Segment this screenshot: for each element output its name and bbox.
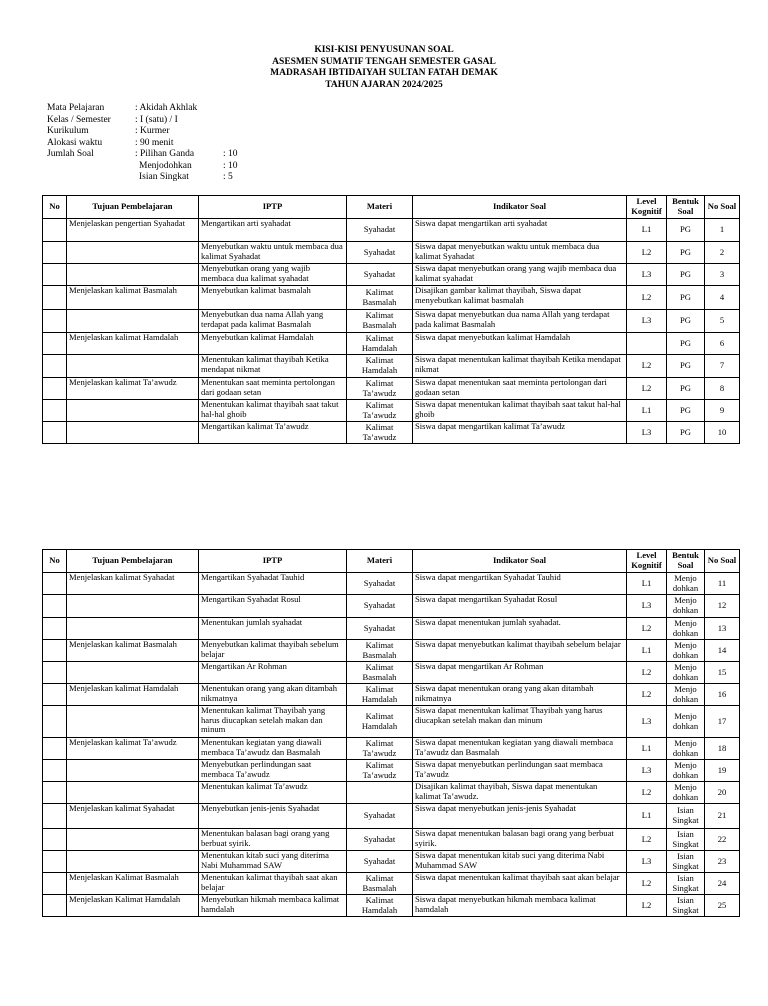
nosoal-cell: 9 — [705, 400, 740, 422]
level-cell: L2 — [627, 782, 667, 804]
bentuk-cell: PG — [667, 400, 705, 422]
bentuk-cell: Menjo dohkan — [667, 640, 705, 662]
nosoal-cell: 6 — [705, 333, 740, 355]
indikator-cell: Siswa dapat menentukan orang yang akan ditambah nikmatnya — [413, 684, 627, 706]
no-cell — [43, 355, 67, 378]
tujuan-cell: Menjelaskan pengertian Syahadat — [67, 219, 199, 242]
iptp-cell: Mengartikan Ar Rohman — [199, 662, 347, 684]
table-row — [43, 400, 740, 422]
tujuan-cell: Menjelaskan kalimat Ta’awudz — [67, 378, 199, 400]
tujuan-cell — [67, 355, 199, 378]
no-cell — [43, 286, 67, 310]
info-jumlah-mj: Menjodohkan : 10 — [139, 160, 238, 171]
indikator-cell: Siswa dapat menyebutkan dua nama Allah yang terdapat pada kalimat Basmalah — [413, 310, 627, 333]
tujuan-cell: Menjelaskan Kalimat Basmalah — [67, 873, 199, 895]
no-cell — [43, 595, 67, 618]
iptp-cell: Menyebutkan hikmah membaca kalimat hamdalah — [199, 895, 347, 917]
indikator-cell: Siswa dapat mengartikan arti syahadat — [413, 219, 627, 242]
materi-cell: Kalimat Basmalah — [347, 662, 413, 684]
col-nosoal: No Soal — [705, 550, 740, 573]
materi-cell: Syahadat — [347, 264, 413, 286]
table-row — [43, 286, 740, 310]
materi-cell: Kalimat Basmalah — [347, 286, 413, 310]
level-cell — [627, 333, 667, 355]
level-cell: L3 — [627, 595, 667, 618]
materi-cell: Kalimat Hamdalah — [347, 333, 413, 355]
no-cell — [43, 618, 67, 640]
tujuan-cell — [67, 400, 199, 422]
indikator-cell: Siswa dapat mengartikan Syahadat Tauhid — [413, 573, 627, 595]
level-cell: L3 — [627, 264, 667, 286]
kisi-table-pg — [42, 195, 740, 444]
materi-cell: Syahadat — [347, 219, 413, 242]
nosoal-cell: 21 — [705, 804, 740, 829]
iptp-cell: Menentukan saat meminta pertolongan dari godaan setan — [199, 378, 347, 400]
nosoal-cell: 10 — [705, 422, 740, 444]
table-row — [43, 264, 740, 286]
no-cell — [43, 640, 67, 662]
indikator-cell: Siswa dapat menyebutkan perlindungan saat membaca Ta’awudz — [413, 760, 627, 782]
table-row — [43, 873, 740, 895]
level-cell: L3 — [627, 851, 667, 873]
table-row — [43, 895, 740, 917]
no-cell — [43, 782, 67, 804]
materi-cell: Syahadat — [347, 829, 413, 851]
tujuan-cell — [67, 422, 199, 444]
indikator-cell: Disajikan kalimat thayibah, Siswa dapat menentukan kalimat Ta’awudz. — [413, 782, 627, 804]
materi-cell: Syahadat — [347, 804, 413, 829]
nosoal-cell: 14 — [705, 640, 740, 662]
col-bentuk: Bentuk Soal — [667, 550, 705, 573]
no-cell — [43, 873, 67, 895]
bentuk-cell: Isian Singkat — [667, 895, 705, 917]
nosoal-cell: 20 — [705, 782, 740, 804]
no-cell — [43, 400, 67, 422]
col-indikator: Indikator Soal — [413, 196, 627, 219]
nosoal-cell: 3 — [705, 264, 740, 286]
col-nosoal: No Soal — [705, 196, 740, 219]
info-jumlah-is: Isian Singkat : 5 — [139, 172, 233, 182]
bentuk-cell: Isian Singkat — [667, 829, 705, 851]
no-cell — [43, 760, 67, 782]
bentuk-cell: Menjo dohkan — [667, 595, 705, 618]
iptp-cell: Menentukan kalimat Ta’awudz — [199, 782, 347, 804]
table-header-row — [43, 196, 740, 219]
iptp-cell: Menyebutkan kalimat thayibah sebelum belajar — [199, 640, 347, 662]
indikator-cell: Disajikan gambar kalimat thayibah, Siswa dapat menyebutkan kalimat basmalah — [413, 286, 627, 310]
level-cell: L1 — [627, 738, 667, 760]
iptp-cell: Menentukan kegiatan yang diawali membaca Ta’awudz dan Basmalah — [199, 738, 347, 760]
col-bentuk: Bentuk Soal — [667, 196, 705, 219]
tujuan-cell — [67, 760, 199, 782]
col-materi: Materi — [347, 196, 413, 219]
nosoal-cell: 22 — [705, 829, 740, 851]
iptp-cell: Menentukan orang yang akan ditambah nikmatnya — [199, 684, 347, 706]
materi-cell: Kalimat Ta’awudz — [347, 760, 413, 782]
bentuk-cell: PG — [667, 355, 705, 378]
tujuan-cell: Menjelaskan kalimat Syahadat — [67, 804, 199, 829]
info-jumlah-pg: Jumlah Soal : Pilihan Ganda : 10 — [47, 149, 238, 159]
nosoal-cell: 24 — [705, 873, 740, 895]
table1-body — [43, 219, 740, 444]
table2-body — [43, 573, 740, 917]
nosoal-cell: 19 — [705, 760, 740, 782]
title-line-1: KISI-KISI PENYUSUNAN SOAL — [314, 45, 454, 55]
info-alokasi: Alokasi waktu : 90 menit — [47, 137, 174, 148]
level-cell: L3 — [627, 706, 667, 738]
iptp-cell: Menyebutkan jenis-jenis Syahadat — [199, 804, 347, 829]
col-tujuan: Tujuan Pembelajaran — [67, 196, 199, 219]
materi-cell: Syahadat — [347, 595, 413, 618]
materi-cell: Kalimat Hamdalah — [347, 684, 413, 706]
iptp-cell: Menentukan kalimat thayibah saat akan belajar — [199, 873, 347, 895]
nosoal-cell: 1 — [705, 219, 740, 242]
indikator-cell: Siswa dapat menentukan kitab suci yang diterima Nabi Muhammad SAW — [413, 851, 627, 873]
nosoal-cell: 5 — [705, 310, 740, 333]
tujuan-cell: Menjelaskan kalimat Hamdalah — [67, 684, 199, 706]
tujuan-cell: Menjelaskan kalimat Hamdalah — [67, 333, 199, 355]
nosoal-cell: 17 — [705, 706, 740, 738]
level-cell: L1 — [627, 219, 667, 242]
title-line-2: ASESMEN SUMATIF TENGAH SEMESTER GASAL — [272, 56, 496, 67]
nosoal-cell: 13 — [705, 618, 740, 640]
nosoal-cell: 18 — [705, 738, 740, 760]
no-cell — [43, 804, 67, 829]
col-tujuan: Tujuan Pembelajaran — [67, 550, 199, 573]
level-cell: L2 — [627, 242, 667, 264]
table-row — [43, 618, 740, 640]
tujuan-cell — [67, 618, 199, 640]
tujuan-cell — [67, 706, 199, 738]
tujuan-cell: Menjelaskan kalimat Basmalah — [67, 286, 199, 310]
materi-cell: Syahadat — [347, 573, 413, 595]
iptp-cell: Mengartikan arti syahadat — [199, 219, 347, 242]
iptp-cell: Menentukan balasan bagi orang yang berbuat syirik. — [199, 829, 347, 851]
indikator-cell: Siswa dapat menyebutkan jenis-jenis Syahadat — [413, 804, 627, 829]
no-cell — [43, 264, 67, 286]
indikator-cell: Siswa dapat menyebutkan hikmah membaca kalimat hamdalah — [413, 895, 627, 917]
level-cell: L1 — [627, 573, 667, 595]
materi-cell: Syahadat — [347, 851, 413, 873]
tujuan-cell — [67, 310, 199, 333]
no-cell — [43, 829, 67, 851]
bentuk-cell: Menjo dohkan — [667, 738, 705, 760]
no-cell — [43, 333, 67, 355]
bentuk-cell: Isian Singkat — [667, 851, 705, 873]
bentuk-cell: PG — [667, 219, 705, 242]
info-mapel: Mata Pelajaran : Akidah Akhlak — [47, 103, 198, 113]
table-row — [43, 333, 740, 355]
iptp-cell: Menyebutkan dua nama Allah yang terdapat pada kalimat Basmalah — [199, 310, 347, 333]
no-cell — [43, 242, 67, 264]
tujuan-cell: Menjelaskan kalimat Basmalah — [67, 640, 199, 662]
materi-cell: Syahadat — [347, 618, 413, 640]
bentuk-cell: Menjo dohkan — [667, 706, 705, 738]
table-row — [43, 829, 740, 851]
table-row — [43, 378, 740, 400]
bentuk-cell: PG — [667, 242, 705, 264]
level-cell: L2 — [627, 895, 667, 917]
tujuan-cell: Menjelaskan Kalimat Hamdalah — [67, 895, 199, 917]
bentuk-cell: Menjo dohkan — [667, 573, 705, 595]
tujuan-cell — [67, 242, 199, 264]
level-cell: L2 — [627, 684, 667, 706]
iptp-cell: Menyebutkan kalimat Hamdalah — [199, 333, 347, 355]
col-level: Level Kognitif — [627, 196, 667, 219]
table-row — [43, 662, 740, 684]
col-no: No — [43, 196, 67, 219]
indikator-cell: Siswa dapat menentukan kalimat thayibah saat takut hal-hal ghoib — [413, 400, 627, 422]
no-cell — [43, 706, 67, 738]
indikator-cell: Siswa dapat menentukan balasan bagi orang yang berbuat syirik. — [413, 829, 627, 851]
no-cell — [43, 851, 67, 873]
materi-cell: Kalimat Ta’awudz — [347, 378, 413, 400]
iptp-cell: Mengartikan Syahadat Tauhid — [199, 573, 347, 595]
level-cell: L3 — [627, 422, 667, 444]
tujuan-cell: Menjelaskan kalimat Syahadat — [67, 573, 199, 595]
table-row — [43, 355, 740, 378]
table-row — [43, 851, 740, 873]
bentuk-cell: Isian Singkat — [667, 804, 705, 829]
indikator-cell: Siswa dapat menyebutkan orang yang wajib membaca dua kalimat syahadat — [413, 264, 627, 286]
bentuk-cell: Menjo dohkan — [667, 618, 705, 640]
iptp-cell: Menyebutkan kalimat basmalah — [199, 286, 347, 310]
indikator-cell: Siswa dapat menyebutkan kalimat thayibah sebelum belajar — [413, 640, 627, 662]
table-row — [43, 804, 740, 829]
nosoal-cell: 2 — [705, 242, 740, 264]
bentuk-cell: Isian Singkat — [667, 873, 705, 895]
tujuan-cell — [67, 782, 199, 804]
table-header-row — [43, 550, 740, 573]
table-row — [43, 595, 740, 618]
iptp-cell: Menentukan kalimat thayibah saat takut hal-hal ghoib — [199, 400, 347, 422]
nosoal-cell: 11 — [705, 573, 740, 595]
indikator-cell: Siswa dapat mengartikan kalimat Ta’awudz — [413, 422, 627, 444]
level-cell: L2 — [627, 378, 667, 400]
materi-cell: Kalimat Hamdalah — [347, 706, 413, 738]
bentuk-cell: Menjo dohkan — [667, 662, 705, 684]
no-cell — [43, 662, 67, 684]
bentuk-cell: Menjo dohkan — [667, 760, 705, 782]
level-cell: L2 — [627, 618, 667, 640]
level-cell: L1 — [627, 640, 667, 662]
no-cell — [43, 422, 67, 444]
tujuan-cell — [67, 829, 199, 851]
no-cell — [43, 378, 67, 400]
col-level: Level Kognitif — [627, 550, 667, 573]
nosoal-cell: 25 — [705, 895, 740, 917]
indikator-cell: Siswa dapat menentukan kegiatan yang diawali membaca Ta’awudz dan Basmalah — [413, 738, 627, 760]
nosoal-cell: 8 — [705, 378, 740, 400]
col-iptp: IPTP — [199, 550, 347, 573]
bentuk-cell: PG — [667, 310, 705, 333]
bentuk-cell: Menjo dohkan — [667, 684, 705, 706]
bentuk-cell: PG — [667, 264, 705, 286]
indikator-cell: Siswa dapat menentukan kalimat thayibah Ketika mendapat nikmat — [413, 355, 627, 378]
col-indikator: Indikator Soal — [413, 550, 627, 573]
level-cell: L1 — [627, 804, 667, 829]
kisi-table-menjodohkan-isian — [42, 549, 740, 917]
indikator-cell: Siswa dapat menentukan saat meminta pertolongan dari godaan setan — [413, 378, 627, 400]
level-cell: L2 — [627, 873, 667, 895]
indikator-cell: Siswa dapat mengartikan Syahadat Rosul — [413, 595, 627, 618]
no-cell — [43, 684, 67, 706]
indikator-cell: Siswa dapat menyebutkan kalimat Hamdalah — [413, 333, 627, 355]
iptp-cell: Mengartikan Syahadat Rosul — [199, 595, 347, 618]
materi-cell: Syahadat — [347, 242, 413, 264]
materi-cell: Kalimat Hamdalah — [347, 895, 413, 917]
no-cell — [43, 219, 67, 242]
iptp-cell: Menentukan kitab suci yang diterima Nabi Muhammad SAW — [199, 851, 347, 873]
table-row — [43, 706, 740, 738]
no-cell — [43, 895, 67, 917]
tujuan-cell — [67, 264, 199, 286]
no-cell — [43, 573, 67, 595]
nosoal-cell: 15 — [705, 662, 740, 684]
no-cell — [43, 310, 67, 333]
iptp-cell: Menyebutkan perlindungan saat membaca Ta’awudz — [199, 760, 347, 782]
level-cell: L2 — [627, 662, 667, 684]
document-title — [0, 45, 768, 91]
nosoal-cell: 4 — [705, 286, 740, 310]
materi-cell: Kalimat Ta’awudz — [347, 422, 413, 444]
nosoal-cell: 16 — [705, 684, 740, 706]
materi-cell: Kalimat Basmalah — [347, 873, 413, 895]
iptp-cell: Menyebutkan waktu untuk membaca dua kalimat Syahadat — [199, 242, 347, 264]
tujuan-cell — [67, 851, 199, 873]
bentuk-cell: PG — [667, 333, 705, 355]
level-cell: L3 — [627, 760, 667, 782]
level-cell: L2 — [627, 355, 667, 378]
iptp-cell: Mengartikan kalimat Ta’awudz — [199, 422, 347, 444]
table-row — [43, 310, 740, 333]
table-row — [43, 782, 740, 804]
materi-cell: Kalimat Basmalah — [347, 310, 413, 333]
table-row — [43, 573, 740, 595]
bentuk-cell: PG — [667, 286, 705, 310]
no-cell — [43, 738, 67, 760]
nosoal-cell: 12 — [705, 595, 740, 618]
iptp-cell: Menyebutkan orang yang wajib membaca dua kalimat syahadat — [199, 264, 347, 286]
materi-cell — [347, 782, 413, 804]
iptp-cell: Menentukan jumlah syahadat — [199, 618, 347, 640]
materi-cell: Kalimat Ta’awudz — [347, 400, 413, 422]
info-kelas: Kelas / Semester : I (satu) / I — [47, 114, 178, 125]
table-row — [43, 760, 740, 782]
iptp-cell: Menentukan kalimat Thayibah yang harus diucapkan setelah makan dan minum — [199, 706, 347, 738]
table-row — [43, 684, 740, 706]
table-row — [43, 738, 740, 760]
info-kurikulum: Kurikulum : Kurmer — [47, 126, 170, 136]
bentuk-cell: PG — [667, 422, 705, 444]
indikator-cell: Siswa dapat menentukan jumlah syahadat. — [413, 618, 627, 640]
indikator-cell: Siswa dapat menyebutkan waktu untuk membaca dua kalimat Syahadat — [413, 242, 627, 264]
info-block — [47, 103, 238, 184]
title-line-4: TAHUN AJARAN 2024/2025 — [325, 79, 443, 90]
materi-cell: Kalimat Hamdalah — [347, 355, 413, 378]
materi-cell: Kalimat Basmalah — [347, 640, 413, 662]
materi-cell: Kalimat Ta’awudz — [347, 738, 413, 760]
level-cell: L2 — [627, 286, 667, 310]
nosoal-cell: 7 — [705, 355, 740, 378]
tujuan-cell — [67, 595, 199, 618]
nosoal-cell: 23 — [705, 851, 740, 873]
bentuk-cell: Menjo dohkan — [667, 782, 705, 804]
col-iptp: IPTP — [199, 196, 347, 219]
level-cell: L2 — [627, 829, 667, 851]
indikator-cell: Siswa dapat mengartikan Ar Rohman — [413, 662, 627, 684]
col-no: No — [43, 550, 67, 573]
level-cell: L1 — [627, 400, 667, 422]
iptp-cell: Menentukan kalimat thayibah Ketika mendapat nikmat — [199, 355, 347, 378]
table-row — [43, 640, 740, 662]
tujuan-cell — [67, 662, 199, 684]
table-row — [43, 422, 740, 444]
table-row — [43, 242, 740, 264]
title-line-3: MADRASAH IBTIDAIYAH SULTAN FATAH DEMAK — [270, 68, 498, 78]
bentuk-cell: PG — [667, 378, 705, 400]
col-materi: Materi — [347, 550, 413, 573]
indikator-cell: Siswa dapat menentukan kalimat thayibah saat akan belajar — [413, 873, 627, 895]
indikator-cell: Siswa dapat menentukan kalimat Thayibah yang harus diucapkan setelah makan dan minum — [413, 706, 627, 738]
tujuan-cell: Menjelaskan kalimat Ta’awudz — [67, 738, 199, 760]
level-cell: L3 — [627, 310, 667, 333]
table-row — [43, 219, 740, 242]
